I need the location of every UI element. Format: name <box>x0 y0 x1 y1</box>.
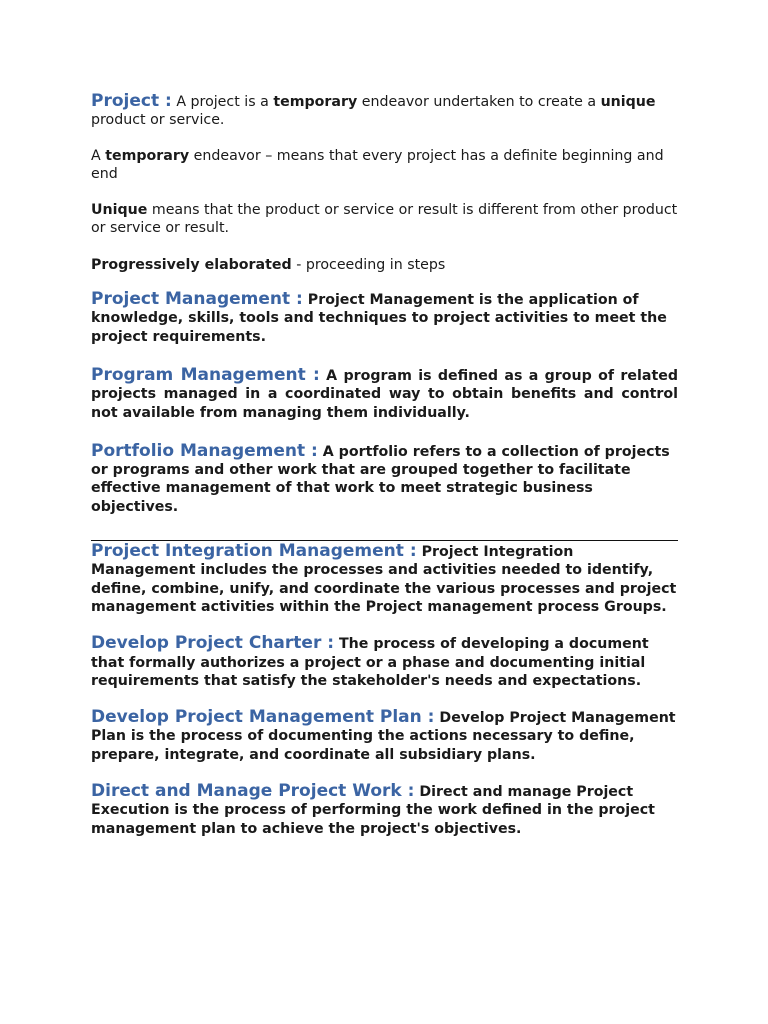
document-page <box>91 92 678 838</box>
portfolio-management-definition: Portfolio Management : A portfolio refers to a collection of projects or programs and other work that are grouped together to facilitate effective management of that work to meet strategic business objectives. <box>91 440 670 515</box>
project-management-definition: Project Management : Project Management is the application of knowledge, skills, tools and techniques to project activities to meet the project requirements. <box>91 289 667 345</box>
unique-definition: Unique means that the product or service or result is different from other product or service or result. <box>91 202 678 237</box>
unique-keyword: unique <box>600 94 656 110</box>
progressive-definition: Progressively elaborated - proceeding in steps <box>91 256 446 273</box>
program-management-definition: Program Management : A program is defined as a group of related projects managed in a coordinated way to obtain benefits and control not available from managing them individually. <box>91 364 679 421</box>
project-definition: Project : A project is a temporary endeavor undertaken to create a unique product or service. <box>91 91 656 129</box>
direct-manage-work-definition: Direct and Manage Project Work : Direct and manage Project Execution is the process of performing the work defined in the project management plan to achieve the project's objectives. <box>91 781 655 837</box>
integration-management-definition: Project Integration Management : Project Integration Management includes the processes and activities needed to identify, define, combine, unify, and coordinate the various processes and project management activities within the Project management process Groups. <box>91 541 677 615</box>
temporary-definition: A temporary endeavor – means that every project has a definite beginning and end <box>91 147 664 182</box>
project-term: Project : <box>91 91 172 111</box>
horizontal-divider <box>91 540 678 541</box>
project-charter-definition: Develop Project Charter : The process of developing a document that formally authorizes a project or a phase and documenting initial requirements that satisfy the stakeholder's needs and expectations. <box>91 633 649 689</box>
management-plan-definition: Develop Project Management Plan : Develop Project Management Plan is the process of documenting the actions necessary to define, prepare, integrate, and coordinate all subsidiary plans. <box>91 707 676 763</box>
temporary-keyword: temporary <box>273 94 358 110</box>
